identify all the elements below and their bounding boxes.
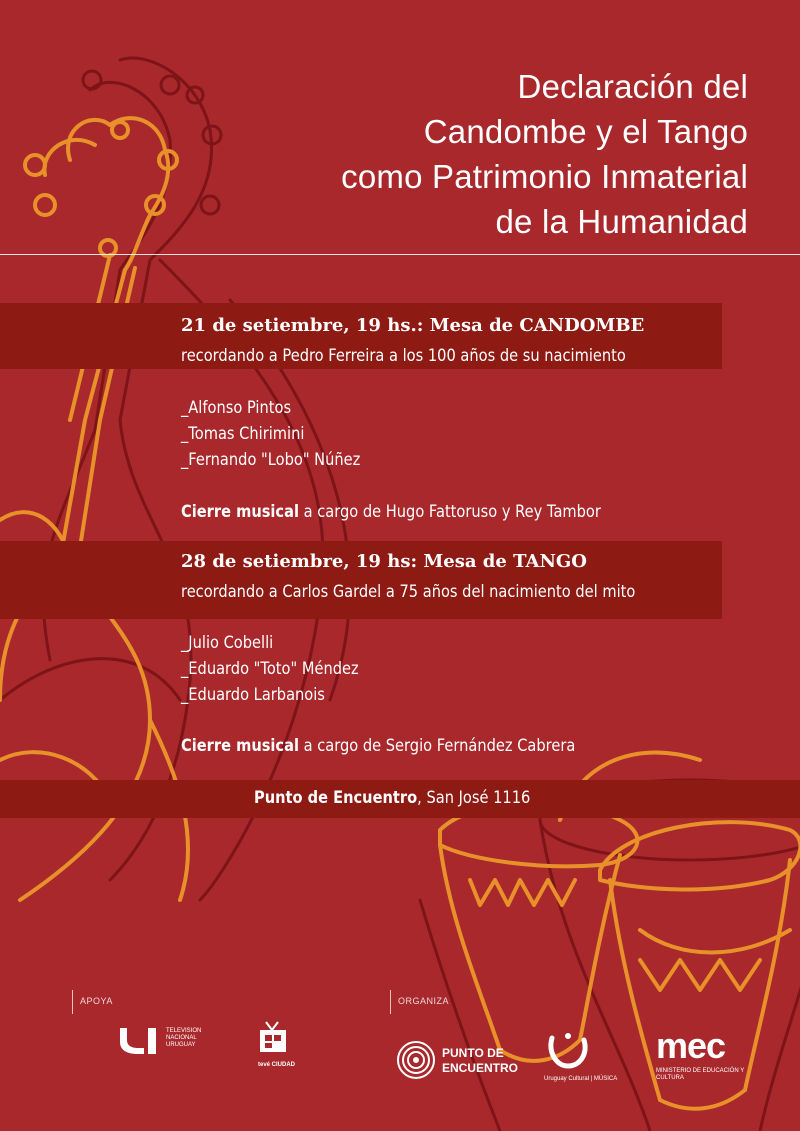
tnu-logo — [118, 1026, 202, 1061]
tevec-text: tevé CIUDAD — [258, 1062, 296, 1068]
event2-header — [181, 551, 709, 602]
poster-title — [341, 64, 748, 244]
punto-text — [442, 1046, 518, 1076]
event1-closing — [181, 502, 601, 522]
venue-address: , San José 1116 — [417, 788, 531, 808]
event1-closing-text: a cargo de Hugo Fattoruso y Rey Tambor — [298, 502, 601, 522]
tnu-logo-icon — [118, 1026, 164, 1056]
organiza-label: ORGANIZA — [398, 996, 450, 1006]
venue — [254, 788, 530, 808]
tevec-logo — [256, 1020, 296, 1068]
event1-header — [181, 315, 698, 366]
event1-subtitle: recordando a Pedro Ferreira a los 100 años de su nacimiento — [181, 346, 626, 366]
punto-logo-icon — [396, 1040, 436, 1080]
speaker-item: _Julio Cobelli — [181, 633, 274, 653]
event1-speakers — [181, 395, 360, 473]
event2-subtitle: recordando a Carlos Gardel a 75 años del nacimiento del mito — [181, 582, 636, 602]
speaker-item: _Alfonso Pintos — [181, 398, 292, 418]
mec-subtext: MINISTERIO DE EDUCACIÓN Y CULTURA — [656, 1068, 745, 1081]
apoya-divider — [72, 990, 73, 1014]
title-line-4: de la Humanidad — [495, 203, 748, 240]
punto-line-2: ENCUENTRO — [442, 1061, 519, 1075]
speaker-item: _Eduardo "Toto" Méndez — [181, 659, 359, 679]
speaker-item: _Eduardo Larbanois — [181, 685, 325, 705]
event1-closing-label: Cierre musical — [181, 502, 299, 522]
mec-logo — [656, 1025, 745, 1081]
speaker-item: _Fernando "Lobo" Núñez — [181, 450, 361, 470]
punto-logo — [396, 1040, 519, 1085]
event1-heading: 21 de setiembre, 19 hs.: Mesa de CANDOMBE — [181, 315, 645, 336]
event2-speakers — [181, 630, 359, 708]
musica-logo-icon — [546, 1030, 590, 1070]
event2-closing-text: a cargo de Sergio Fernández Cabrera — [298, 736, 576, 756]
tnu-text: TELEVISION NACIONAL URUGUAY — [166, 1028, 202, 1048]
title-line-3: como Patrimonio Inmaterial — [341, 158, 748, 195]
event2-heading: 28 de setiembre, 19 hs: Mesa de TANGO — [181, 551, 587, 572]
mec-logo-icon: mec — [656, 1025, 726, 1066]
apoya-label: APOYA — [80, 996, 113, 1006]
title-line-1: Declaración del — [517, 68, 748, 105]
guitar-illustration — [0, 58, 350, 900]
venue-name: Punto de Encuentro — [254, 788, 418, 808]
title-divider — [0, 254, 800, 255]
punto-line-1: PUNTO DE — [442, 1046, 504, 1060]
musica-text: Uruguay Cultural | MÚSICA — [544, 1076, 618, 1082]
speaker-item: _Tomas Chirimini — [181, 424, 305, 444]
organiza-divider — [390, 990, 391, 1014]
musica-logo — [544, 1030, 618, 1082]
title-line-2: Candombe y el Tango — [423, 113, 748, 150]
tevec-logo-icon — [256, 1020, 290, 1060]
event2-closing — [181, 736, 575, 756]
event2-closing-label: Cierre musical — [181, 736, 299, 756]
